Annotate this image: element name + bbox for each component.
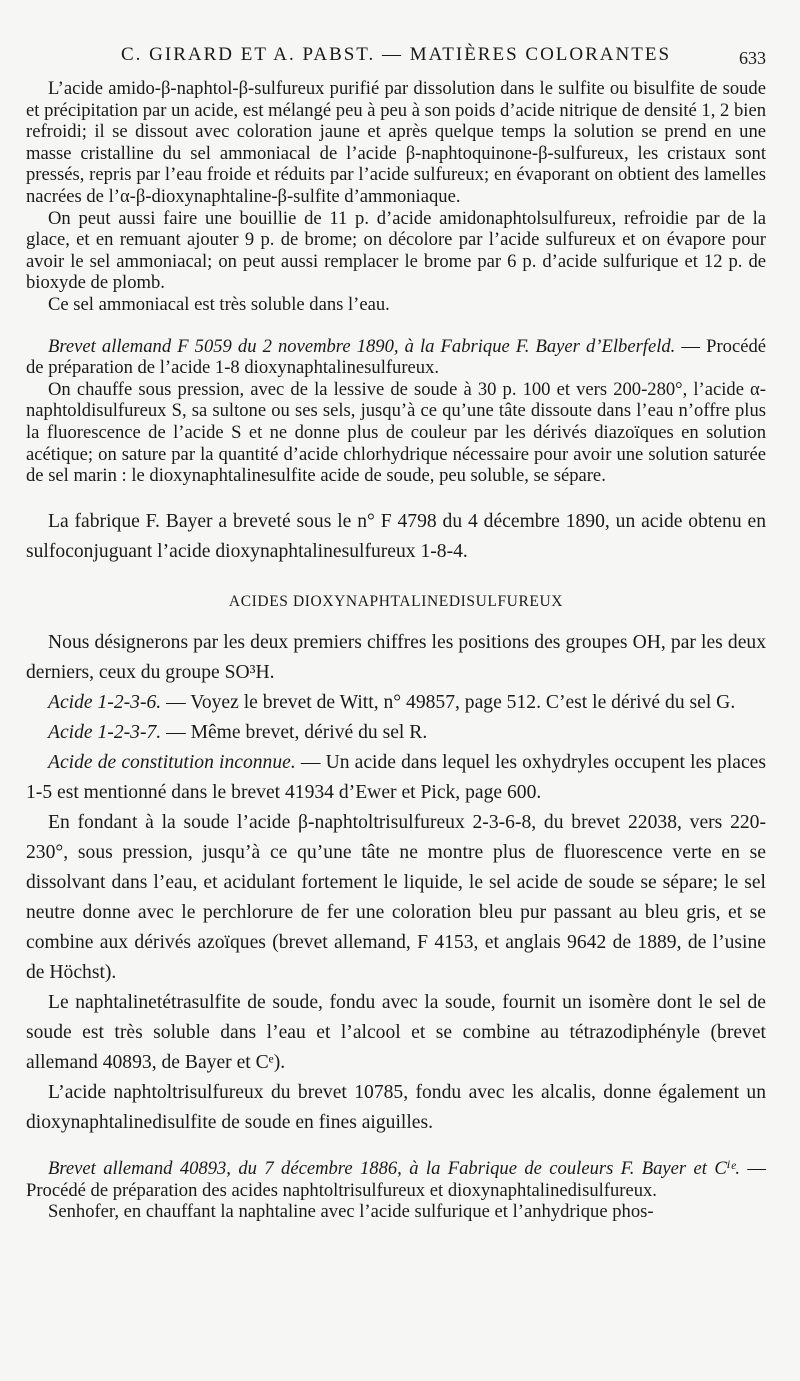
acid-entry: [26, 748, 766, 808]
paragraph: On chauffe sous pression, avec de la lessive de soude à 30 p. 100 et vers 200-280°, l’acide α-naphtoldisulfureux S, sa sultone ou ses sels, jusqu’à ce qu’une tâte dissoute dans l’eau n’offre plus la fluorescence de l’acide S et ne donne plus de couleur par les dérivés diazoïques en solution acétique; on sature par la quantité d’acide chlorhydrique nécessaire pour avoir une solution saturée de sel marin : le dioxynaphtalinesulfite acide de soude, peu soluble, se sépare.: [26, 378, 766, 487]
page-header: [26, 44, 766, 78]
patent-heading: [26, 1158, 766, 1201]
paragraph: Ce sel ammoniacal est très soluble dans l’eau.: [48, 293, 390, 315]
body-text: [26, 78, 766, 1223]
patent-lead: Brevet allemand F 5059 du 2 novembre 1890, à la Fabrique F. Bayer d’Elberfeld.: [48, 335, 676, 357]
acid-label: Acide 1-2-3-7.: [48, 722, 162, 744]
section-body: [26, 628, 766, 1138]
section-heading: ACIDES DIOXYNAPHTALINEDISULFUREUX: [228, 592, 564, 610]
paragraph: En fondant à la soude l’acide β-naphtoltrisulfureux 2-3-6-8, du brevet 22038, vers 220-230°, sous pression, jusqu’à ce qu’une tâte ne montre plus de fluorescence verte en se dissolvant dans l’eau, et acidulant fortement le liquide, le sel acide de soude se sépare; le sel neutre donne avec le perchlorure de fer une coloration bleu pur passant au bleu gris, et se combine aux dérivés azoïques (brevet allemand, F 4153, et anglais 9642 de 1889, de l’usine de Höchst).: [26, 812, 766, 984]
paragraph: Senhofer, en chauffant la naphtaline avec l’acide sulfurique et l’anhydrique phos-: [48, 1201, 654, 1223]
patent-title: — Procédé de préparation de l’acide 1-8 dioxynaphtalinesulfureux.: [26, 335, 766, 379]
paragraph: Le naphtalinetétrasulfite de soude, fondu avec la soude, fournit un isomère dont le sel de soude est très soluble dans l’eau et l’alcool et se combine au tétrazodiphényle (brevet allemand 40893, de Bayer et Cᵉ).: [26, 992, 766, 1074]
running-head: C. GIRARD ET A. PABST. — MATIÈRES COLORANTES: [120, 44, 672, 65]
paragraph: Nous désignerons par les deux premiers chiffres les positions des groupes OH, par les deux derniers, ceux du groupe SO³H.: [26, 632, 766, 684]
paragraph: La fabrique F. Bayer a breveté sous le n° F 4798 du 4 décembre 1890, un acide obtenu en sulfoconjuguant l’acide dioxynaphtalinesulfureux 1-8-4.: [26, 510, 766, 562]
acid-entry: [26, 688, 766, 718]
patent-lead: Brevet allemand 40893, du 7 décembre 1886, à la Fabrique de couleurs F. Bayer et Cⁱᵉ.: [48, 1158, 741, 1180]
acid-label: Acide de constitution inconnue.: [48, 752, 296, 774]
paragraph: L’acide amido-β-naphtol-β-sulfureux purifié par dissolution dans le sulfite ou bisulfite de soude et précipitation par un acide, est mélangé peu à peu à son poids d’acide nitrique de densité 1, 2 bien refroidi; il se dissout avec coloration jaune et après quelque temps la solution se prend en une masse cristalline du sel ammoniacal de l’acide β-naphtoquinone-β-sulfureux, les cristaux sont pressés, repris par l’eau froide et réduits par l’acide sulfureux; en évaporant on obtient des lamelles nacrées de l’α-β-dioxynaphtaline-β-sulfite d’ammoniaque.: [26, 78, 766, 207]
acid-text: — Même brevet, dérivé du sel R.: [161, 722, 428, 744]
paragraph: L’acide naphtoltrisulfureux du brevet 10785, fondu avec les alcalis, donne également un dioxynaphtalinedisulfite de soude en fines aiguilles.: [26, 1082, 766, 1134]
patent-heading: [26, 336, 766, 379]
paragraph: On peut aussi faire une bouillie de 11 p. d’acide amidonaphtolsulfureux, refroidie par de la glace, et en remuant ajouter 9 p. de brome; on décolore par l’acide sulfureux et on évapore pour avoir le sel ammoniacal; on peut aussi remplacer le brome par 6 p. d’acide sulfurique et 12 p. de bioxyde de plomb.: [26, 207, 766, 294]
acid-text: — Un acide dans lequel les oxhydryles occupent les places 1-5 est mentionné dans le brevet 41934 d’Ewer et Pick, page 600.: [26, 752, 766, 804]
acid-text: — Voyez le brevet de Witt, n° 49857, page 512. C’est le dérivé du sel G.: [161, 692, 736, 714]
page-number: 633: [739, 48, 766, 68]
acid-entry: [26, 718, 766, 748]
acid-label: Acide 1-2-3-6.: [48, 692, 162, 714]
patent-title: — Procédé de préparation des acides naphtoltrisulfureux et dioxynaphtalinedisulfureux.: [26, 1158, 767, 1201]
